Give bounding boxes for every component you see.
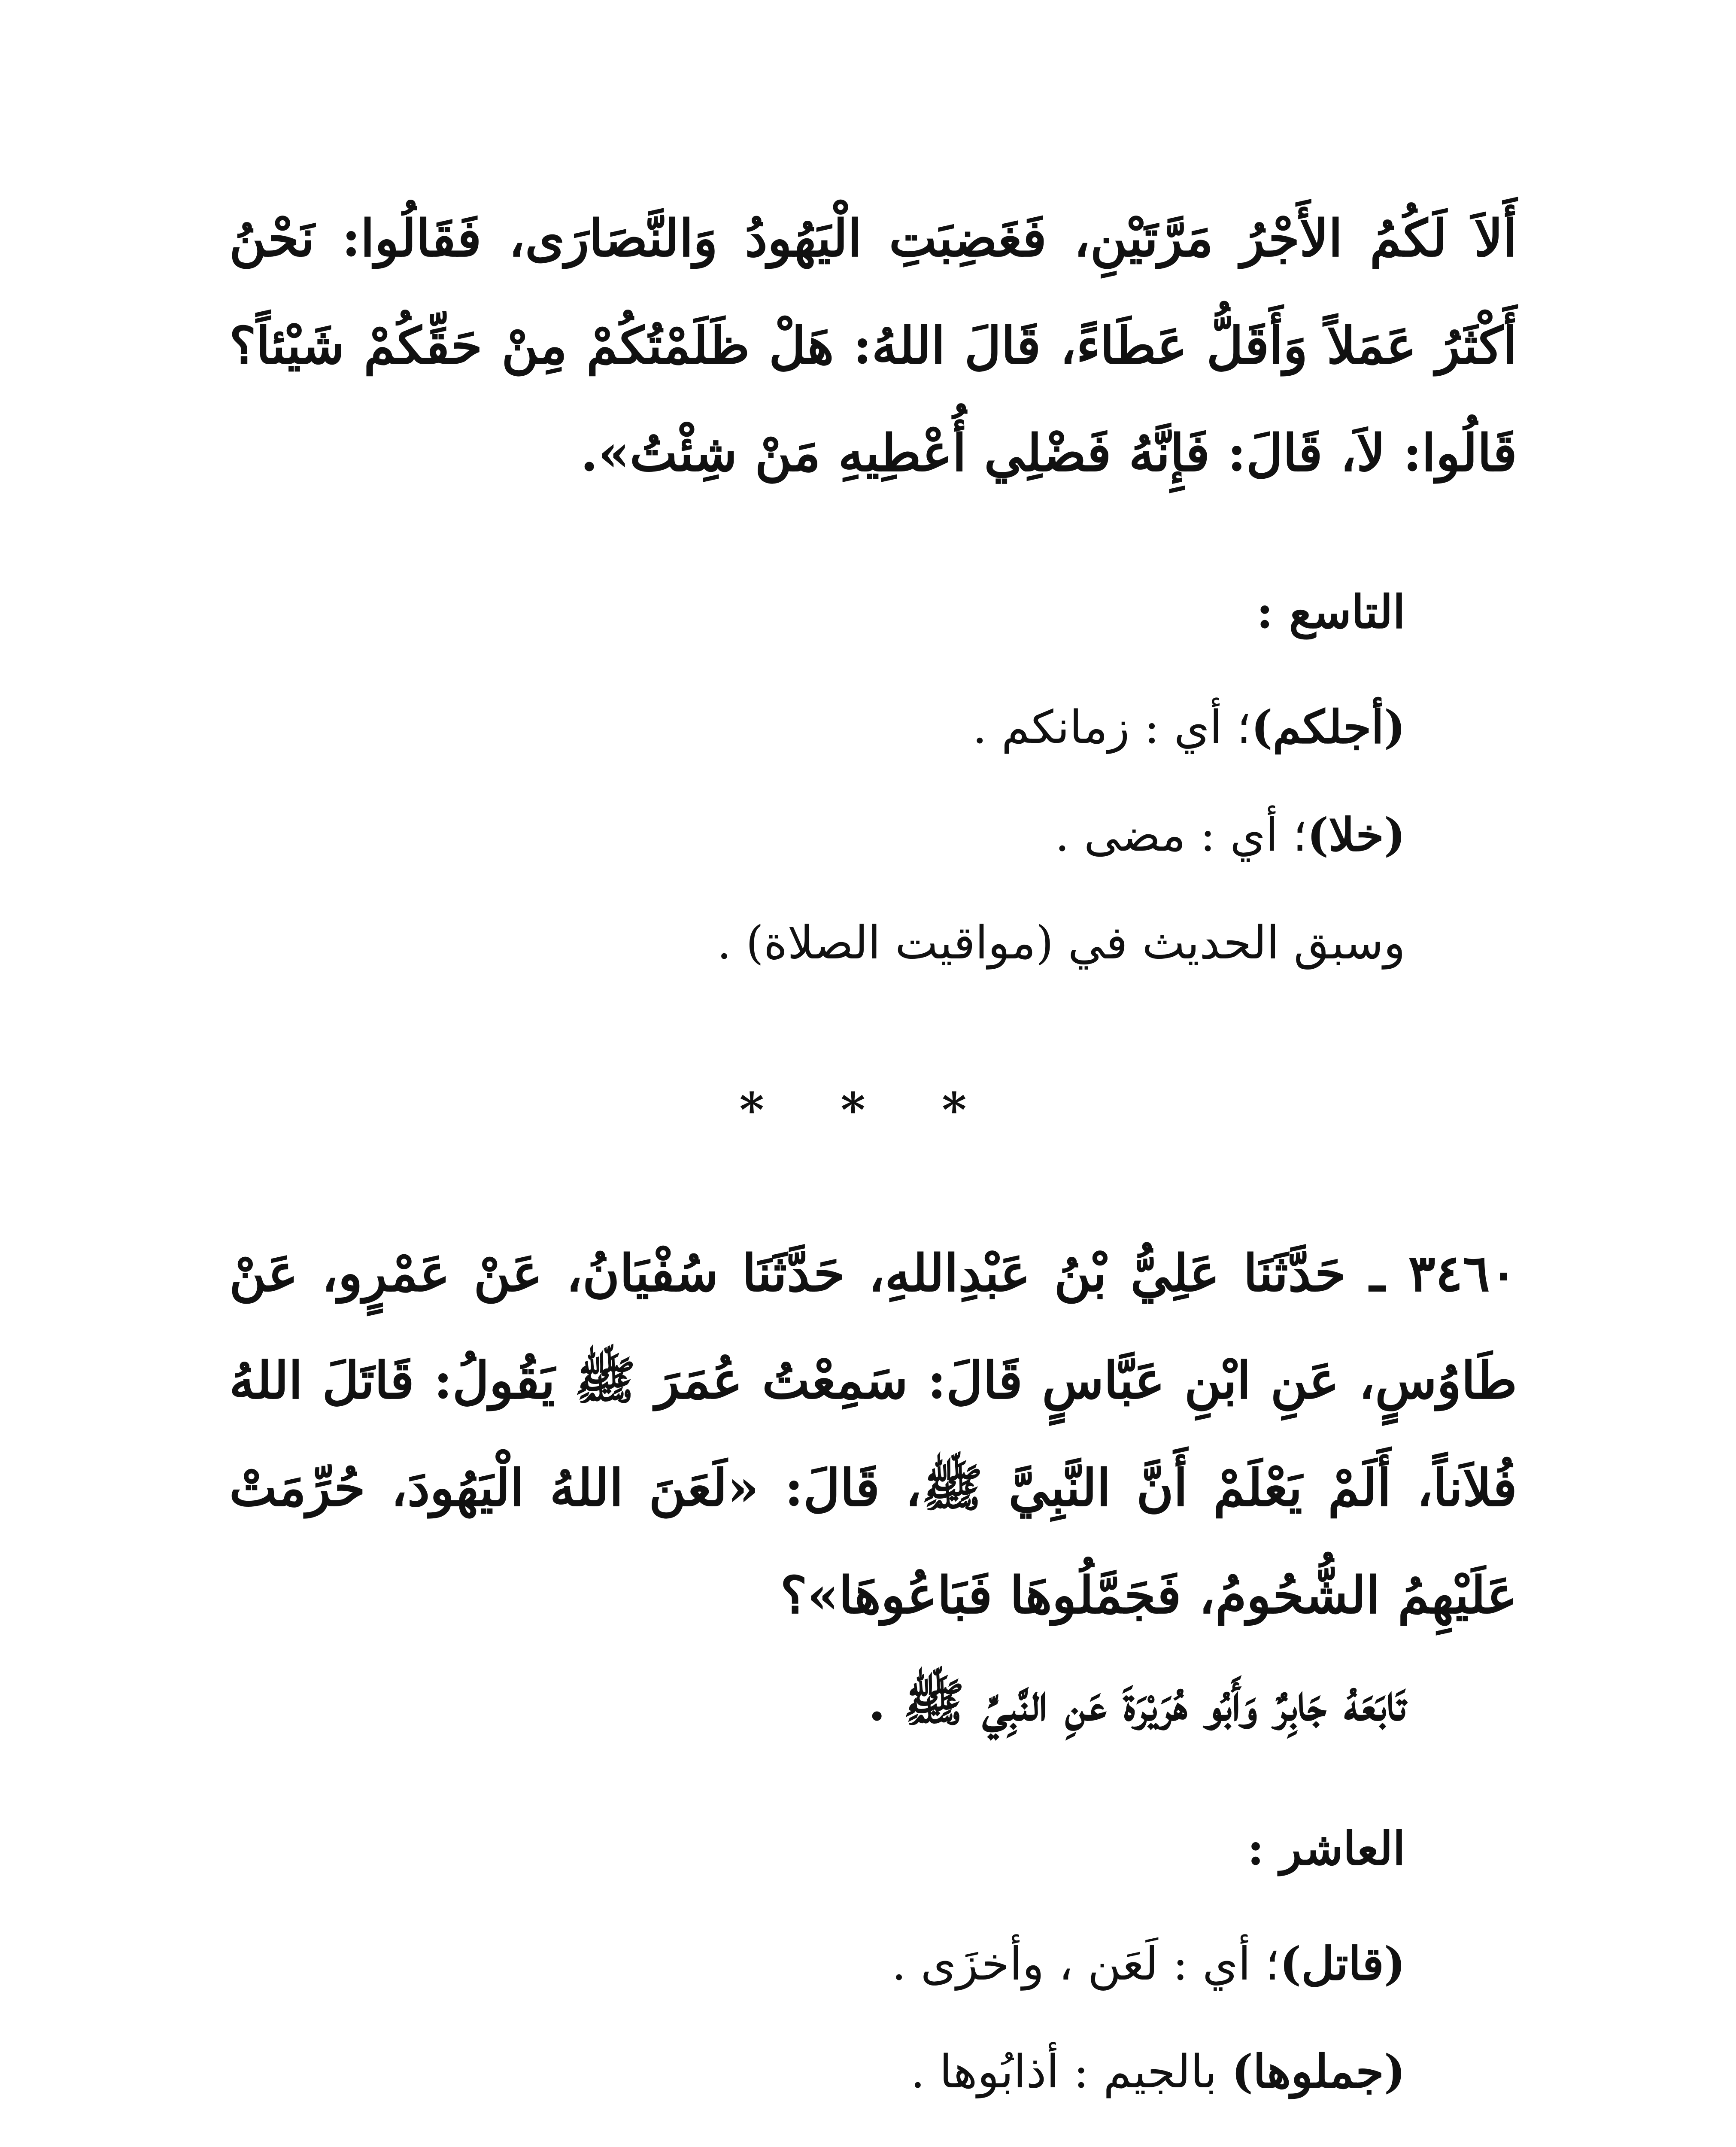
hadith-text: ٣٤٦٠ ـ حَدَّثَنَا عَلِيُّ بْنُ عَبْدِاللهِ، حَدَّثَنَا سُفْيَانُ، عَنْ عَمْرٍو، عَنْ طَاوُسٍ، عَنِ ابْنِ عَبَّاسٍ قَالَ: سَمِعْتُ عُمَرَ ﷺ يَقُولُ: قَاتَلَ اللهُ فُلاَناً، أَلَمْ يَعْلَمْ أَنَّ النَّبِيَّ ﷺ، قَالَ: «لَعَنَ اللهُ الْيَهُودَ، حُرِّمَتْ عَلَيْهِمُ الشُّحُومُ، فَجَمَّلُوهَا فَبَاعُوهَا»؟ — [229, 1243, 1517, 1625]
commentary-heading: العاشر : — [1247, 1822, 1405, 1875]
commentary-line — [246, 1910, 1405, 2018]
commentary-term: (خلا) — [1307, 808, 1405, 861]
commentary-explanation: ؛ أي : مضى . — [1055, 809, 1307, 861]
commentary-line — [246, 2018, 1405, 2126]
commentary-explanation: ؛ أي : لَعَن ، وأخزَى . — [892, 1937, 1280, 1990]
commentary-term: (جملوها) — [1231, 2044, 1405, 2098]
commentary-line — [246, 889, 1405, 997]
commentary-heading: التاسع : — [1256, 585, 1405, 639]
commentary-line — [246, 2126, 1405, 2147]
commentary-term: (أجلكم) — [1251, 700, 1405, 754]
commentary-ninth — [246, 558, 1405, 997]
commentary-explanation: وسبق الحديث في (مواقيت الصلاة) . — [717, 916, 1405, 969]
hadith-text-continued: أَلاَ لَكُمُ الأَجْرُ مَرَّتَيْنِ، فَغَضِبَتِ الْيَهُودُ وَالنَّصَارَى، فَقَالُوا: نَحْنُ أَكْثَرُ عَمَلاً وَأَقَلُّ عَطَاءً، قَالَ اللهُ: هَلْ ظَلَمْتُكُمْ مِنْ حَقِّكُمْ شَيْئاً؟ قَالُوا: لاَ، قَالَ: فَإِنَّهُ فَضْلِي أُعْطِيهِ مَنْ شِئْتُ». — [229, 208, 1517, 483]
commentary-explanation: ؛ أي : زمانكم . — [972, 701, 1251, 754]
commentary-line — [246, 781, 1405, 889]
commentary-explanation: بالجيم : أذابُوها . — [910, 2045, 1232, 2098]
hadith-follow-up: تَابَعَهُ جَابِرٌ وَأَبُو هُرَيْرَةَ عَنِ النَّبِيِّ ﷺ . — [868, 1673, 1405, 1732]
section-separator: * * * — [739, 1082, 997, 1137]
commentary-tenth — [246, 1795, 1405, 2147]
commentary-line — [246, 673, 1405, 781]
commentary-term: (قاتل) — [1279, 1937, 1405, 1990]
